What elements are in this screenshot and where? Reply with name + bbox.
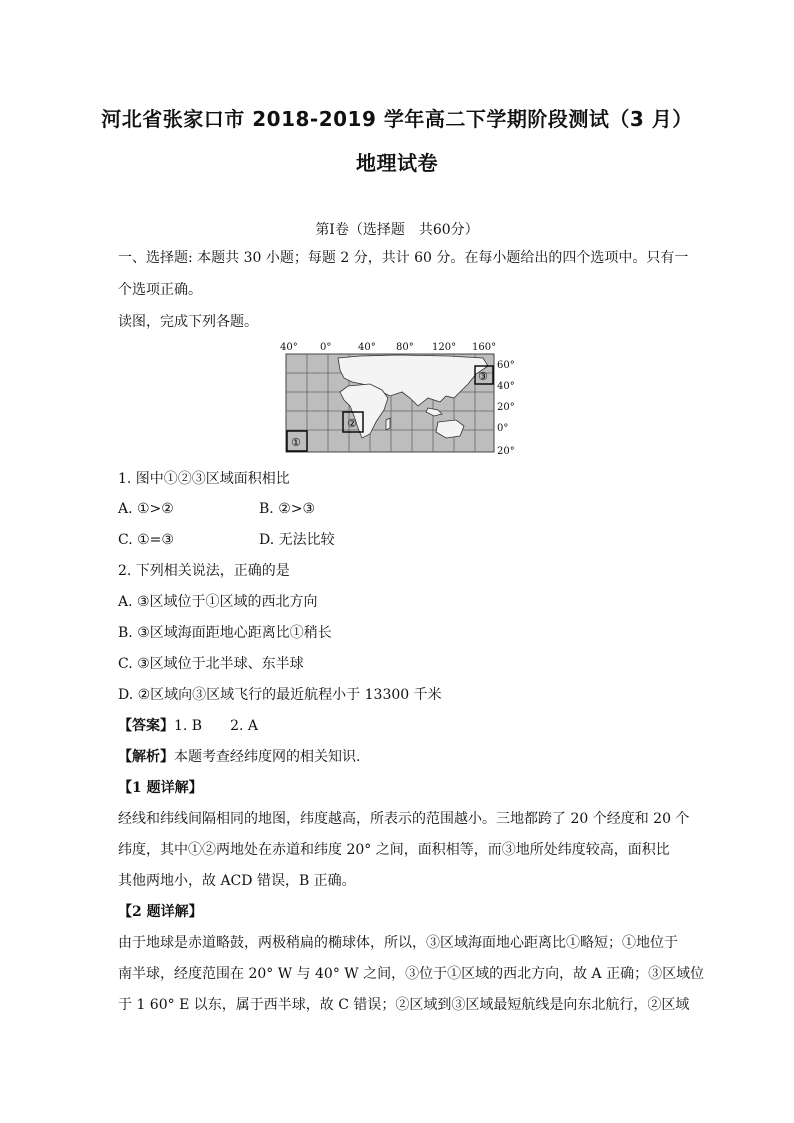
question-1-option-a: A. ①>② <box>118 501 174 517</box>
detail-2-line-1: 由于地球是赤道略鼓，两极稍扁的椭球体，所以，③区域海面地心距离比①略短；①地位于 <box>118 935 678 951</box>
answer-label: 【答案】 <box>118 718 174 734</box>
top-label-160e: 160° <box>472 342 497 353</box>
answer-text: 1. B 2. A <box>174 718 259 734</box>
instructions-line-2: 个选项正确。 <box>118 282 202 298</box>
question-1-option-b: B. ②>③ <box>259 501 316 517</box>
top-label-40e: 40° <box>358 342 376 353</box>
right-label-0: 0° <box>497 423 509 434</box>
latitude-longitude-map <box>278 340 520 458</box>
detail-1-line-3: 其他两地小，故 ACD 错误，B 正确。 <box>118 873 356 889</box>
analysis-label: 【解析】 <box>118 749 174 765</box>
right-label-20s: 20° <box>497 446 515 457</box>
region-label-3: ③ <box>478 370 488 383</box>
top-label-40w: 40° <box>280 342 298 353</box>
answer-line <box>118 716 258 736</box>
question-2-option-a: A. ③区域位于①区域的西北方向 <box>118 594 318 610</box>
question-2-option-d: D. ②区域向③区域飞行的最近航程小于 13300 千米 <box>118 687 442 703</box>
detail-2-header: 【2 题详解】 <box>118 904 203 920</box>
question-2-option-b: B. ③区域海面距地心距离比①稍长 <box>118 625 332 641</box>
instructions-line-1: 一、选择题: 本题共 30 小题；每题 2 分，共计 60 分。在每小题给出的四个选项中。只有一 <box>118 250 689 266</box>
analysis-text: 本题考查经纬度网的相关知识. <box>174 749 361 765</box>
region-label-1: ① <box>291 436 301 449</box>
detail-2-line-3: 于 1 60° E 以东，属于西半球，故 C 错误；②区域到③区域最短航线是向东北航行，②区域 <box>118 997 690 1013</box>
detail-1-header: 【1 题详解】 <box>118 780 203 796</box>
madagascar-landmass <box>386 418 390 430</box>
question-1-option-d: D. 无法比较 <box>259 532 335 548</box>
analysis-line <box>118 747 360 767</box>
question-1-option-c: C. ①=③ <box>118 532 174 548</box>
right-label-60: 60° <box>497 360 515 371</box>
title-line-1: 河北省张家口市 2018-2019 学年高二下学期阶段测试（3 月） <box>101 107 693 131</box>
top-label-120e: 120° <box>432 342 457 353</box>
question-2-stem: 2. 下列相关说法，正确的是 <box>118 563 290 579</box>
detail-1-line-1: 经线和纬线间隔相同的地图，纬度越高，所表示的范围越小。三地都跨了 20 个经度和 20 个 <box>118 811 690 827</box>
top-label-80e: 80° <box>396 342 414 353</box>
detail-2-line-2: 南半球，经度范围在 20° W 与 40° W 之间，③位于①区域的西北方向，故 A 正确；③区域位 <box>118 966 705 982</box>
detail-1-line-2: 纬度，其中①②两地处在赤道和纬度 20° 之间，面积相等，而③地所处纬度较高，面积比 <box>118 842 670 858</box>
read-map-prompt: 读图，完成下列各题。 <box>118 314 258 330</box>
top-label-0: 0° <box>320 342 332 353</box>
section-header: 第Ⅰ卷（选择题 共60分） <box>315 222 479 238</box>
right-label-20n: 20° <box>497 402 515 413</box>
region-label-2: ② <box>347 417 357 430</box>
question-1-stem: 1. 图中①②③区域面积相比 <box>118 471 290 487</box>
right-label-40: 40° <box>497 381 515 392</box>
question-2-option-c: C. ③区域位于北半球、东半球 <box>118 656 304 672</box>
title-line-2: 地理试卷 <box>356 151 438 175</box>
